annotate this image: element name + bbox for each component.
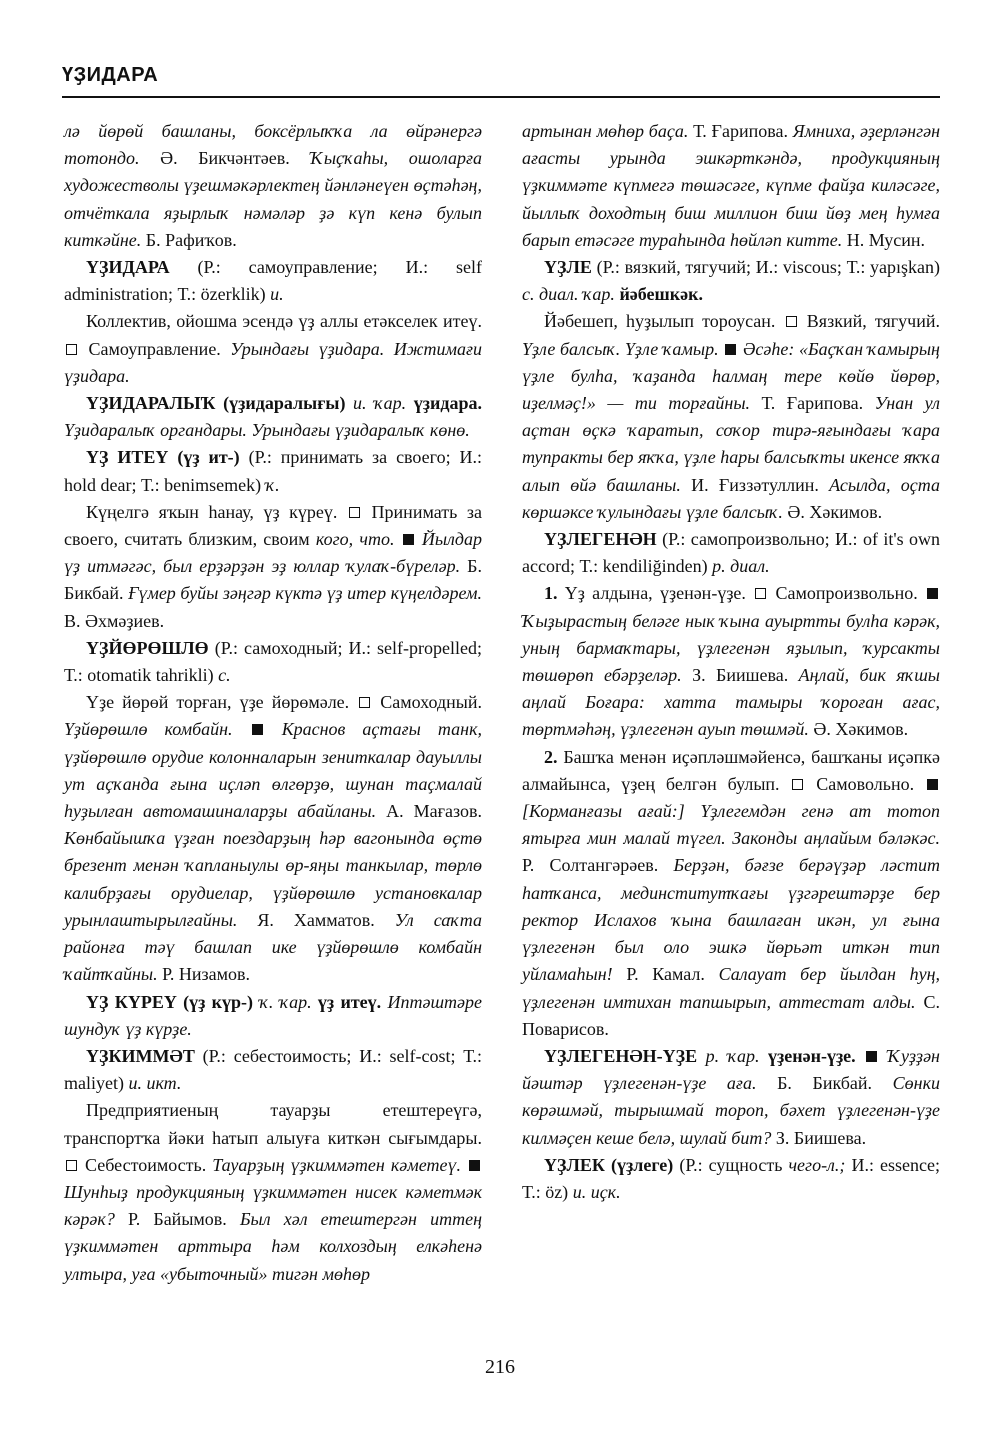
headword-text: ҮҘЛЕ <box>544 257 592 278</box>
italic-text: Йылдар үҙ итмәгәс, был ерҙәрҙән эҙ юллар ҡулаҡ-бүреләр. <box>64 529 483 577</box>
italic-text: Иптәштәре шундуҡ үҙ күрҙе. <box>64 991 483 1039</box>
plain-text: Самопроизвольно. <box>768 583 925 604</box>
plain-text <box>879 1046 887 1066</box>
translation-marker-icon <box>359 697 370 708</box>
entry-definition <box>64 499 482 635</box>
translation-marker-icon <box>792 779 803 790</box>
italic-text: и. икт. <box>128 1073 182 1094</box>
example-marker-icon <box>927 588 938 599</box>
entry-definition <box>64 1097 482 1287</box>
plain-text: Вязкий, тягучий. <box>798 311 941 332</box>
plain-text: З. Биишева. <box>771 1127 867 1148</box>
example-marker-icon <box>469 1160 480 1171</box>
plain-text: Үҙ алдына, үҙенән-үҙе. <box>557 583 754 604</box>
plain-text <box>406 393 414 413</box>
plain-text <box>394 529 400 549</box>
plain-text <box>265 719 282 739</box>
italic-text: и. <box>270 284 284 305</box>
italic-text: Асылда, оҫта көршәксе ҡулындағы үҙле балсыҡ. <box>522 474 940 522</box>
headword-text: 2. <box>544 746 558 767</box>
headword-text: йәбешкәк. <box>619 284 703 305</box>
italic-text: Үҙйөрөшлө комбайн. <box>64 719 233 740</box>
headword-text: ҮҘ КҮРЕҮ (үҙ күр-) <box>86 991 254 1012</box>
italic-text: Ҡыҙырастың беләге нык ҡына ауыртты булһа кәрәк, уның бармаҡтары, үҙлегенән яҙылып, ҡурсакты төшөрөп ебәрҙеләр. <box>522 610 940 686</box>
plain-text: А. Мағазов. <box>376 801 482 822</box>
translation-marker-icon <box>66 344 77 355</box>
italic-text: Краснов аҫтағы танк, үҙйөрөшлө орудие колонналарын зениткалар дауыллы ут аҫҡанда ғына иҫләп өлгөрҙө, шунан таҫмалай һуҙылған автомашиналарҙы абайланы. <box>64 719 482 822</box>
right-column <box>522 118 940 1206</box>
headword-text: ҮҘЛЕГЕНӘН <box>544 529 657 550</box>
italic-text: Әсәһе: «Баҫҡан ҡамырың үҙле булһа, ҡаҙанда һалмаң тере көйө йөрөр, иҙелмәҫ!» — ти торғайны. <box>522 338 940 414</box>
italic-text: Унан ул аҫтан өҫкә ҡаратып, соҡор тирә-яғындағы ҡара тупракты бер яҡҡа, үҙле һары балсыҡты икенсе яҡҡа алып өйә башланы. <box>522 393 940 495</box>
headword-text: ҮҘИДАРА <box>86 257 170 278</box>
plain-text: Себестоимость. <box>79 1154 213 1175</box>
entry-definition <box>522 744 940 1043</box>
translation-marker-icon <box>349 507 360 518</box>
italic-text: Салауат бер йылдан һуң, үҙлегенән имтихан тапшырып, аттестат алды. <box>522 964 941 1012</box>
running-head: ҮҘИДАРА <box>62 64 159 86</box>
translation-marker-icon <box>786 316 797 327</box>
plain-text <box>345 393 353 413</box>
example-marker-icon <box>927 779 938 790</box>
plain-text: Принимать за своего, считать близким, своим <box>64 501 482 550</box>
headword-text: ҮҘЙӨРӨШЛӨ <box>86 637 209 658</box>
plain-text: Я. Хамматов. <box>237 909 395 930</box>
plain-text: (Р.: самопроизвольно; И.: of it's own accord; Т.: kendiliğinden) <box>522 529 940 577</box>
italic-text: Аңлай, бик яҡшы аңлай Боғара: хатта тамыры ҡороған ағас, төртмәһәң, үҙлегенән ауып төшмәй. <box>522 665 940 740</box>
plain-text: З. Биишева. <box>681 665 799 686</box>
plain-text: Самоходный. <box>372 692 482 713</box>
plain-text: (Р.: самоуправление; И.: self administration; Т.: özerklik) <box>64 257 482 305</box>
headword-text: 1. <box>544 583 558 604</box>
entry-definition <box>64 308 482 390</box>
italic-text: лә йөрөй башланы, боксёрлыҡҡа ла өйрәнергә тотондо. <box>64 121 482 169</box>
italic-text: ҡ. <box>265 474 280 495</box>
plain-text: Йәбешеп, һуҙылып тороусан. <box>544 311 784 332</box>
plain-text: Р. Солтангәрәев. <box>522 855 674 876</box>
plain-text: (Р.: вязкий, тягучий; И.: viscous; Т.: yapışkan) <box>591 257 940 278</box>
dictionary-entry-head <box>64 1043 482 1097</box>
continued-text <box>64 118 482 254</box>
plain-text: (Р.: себестоимость; И.: self-cost; Т.: maliyet) <box>64 1045 482 1094</box>
plain-text: Самовольно. <box>805 773 925 794</box>
italic-text: Тауарҙың үҙкиммәтен кәметеү. <box>212 1154 461 1175</box>
italic-text: Ғүмер буйы зәңгәр күктә үҙ итер күңелдәрем. <box>128 583 482 604</box>
translation-marker-icon <box>755 588 766 599</box>
headword-text: ҮҘИДАРАЛЫҠ (үҙидаралығы) <box>86 393 346 414</box>
example-marker-icon <box>403 534 414 545</box>
plain-text: Б. Рафиҡов. <box>141 229 237 250</box>
italic-text: Урындағы үҙидара. Ижтимағи үҙидара. <box>64 338 482 386</box>
plain-text: (Р.: сущность <box>673 1154 789 1175</box>
dictionary-entry-head <box>522 254 940 308</box>
plain-text: Б. Бикбай. <box>64 556 483 604</box>
plain-text: С. Поварисов. <box>522 991 940 1039</box>
italic-text: кого, что. <box>315 529 395 550</box>
plain-text: Т. Ғарипова. <box>750 393 875 414</box>
dictionary-entry-head <box>522 1043 940 1152</box>
dictionary-entry-head <box>522 526 940 580</box>
dictionary-entry-head <box>64 444 482 498</box>
plain-text <box>697 1046 705 1066</box>
italic-text: Ҡыҫҡаһы, ошоларға художестволы үҙешмәкәрлектең йәнләнеүен өҫтәһәң, отчёткала яҙырлыҡ нәмәләр ҙә күп кенә булып киткәйне. <box>64 148 482 250</box>
italic-text: чего-л.; <box>788 1154 846 1175</box>
italic-text: с. <box>218 665 231 686</box>
plain-text: И.: essence; Т.: öz) <box>522 1154 940 1202</box>
headword-text: үҙенән-үҙе. <box>768 1045 856 1066</box>
headword-text: ҮҘЛЕК (үҙлеге) <box>544 1154 674 1175</box>
plain-text: Р. Байымов. <box>114 1209 240 1230</box>
plain-text: Р. Низамов. <box>157 964 250 985</box>
plain-text <box>233 719 250 739</box>
dictionary-entry-head <box>64 989 482 1043</box>
dictionary-entry-head <box>64 254 482 308</box>
plain-text: Н. Мусин. <box>842 229 926 250</box>
italic-text: Берҙән, бәғзе берәүҙәр ләстит һатҡанса, мединститутҡағы үҙгәрештәрҙе бер ректор Ислахов ҡына башлаған икән, ул ғына үҙлегенән был оло эшкә йөрьәт иткән тип уйламаһын! <box>522 855 940 985</box>
plain-text: (Р.: самоходный; И.: self-propelled; Т.: otomatik tahrikli) <box>64 637 482 686</box>
entry-definition <box>64 689 482 988</box>
plain-text: Самоуправление. <box>79 338 231 359</box>
headword-text: үҙ итеү. <box>317 991 382 1012</box>
italic-text: Ямниха, әҙерләнгән ағасты урында эшкәрткәндә, продукцияның үҙкиммәте күпмегә төшәсәге, күпме файҙа киләсәге, йыллыҡ доходтың биш миллион биш йөҙ мең һумға барып етәсәге тураһында һөйләп китте. <box>522 121 941 250</box>
italic-text: р. ҡар. <box>705 1045 760 1066</box>
headword-text: ҮҘ ИТЕҮ (үҙ ит-) <box>86 447 240 468</box>
headword-text: ҮҘЛЕГЕНӘН-ҮҘЕ <box>544 1045 698 1066</box>
plain-text: Үҙе йөрөй торған, үҙе йөрөмәле. <box>86 692 358 713</box>
example-marker-icon <box>866 1051 877 1062</box>
italic-text: Үҙле балсыҡ. Үҙле ҡамыр. <box>522 338 719 359</box>
dictionary-entry-head <box>64 635 482 689</box>
example-marker-icon <box>725 344 736 355</box>
italic-text: Ул саҡта районға тәү башлап ике үҙйөрөшлө комбайн ҡайтҡайны. <box>64 909 482 985</box>
translation-marker-icon <box>66 1160 77 1171</box>
italic-text: ҡ. ҡар. <box>259 991 312 1012</box>
entry-definition <box>522 308 940 526</box>
italic-text: и. ҡар. <box>353 393 407 414</box>
plain-text <box>719 339 724 359</box>
plain-text: Коллектив, ойошма эсендә үҙ аллы етәкселек итеү. <box>86 311 482 332</box>
plain-text: Ә. Хәкимов. <box>782 501 883 522</box>
plain-text: Ә. Бикчәнтәев. <box>139 148 311 169</box>
plain-text: В. Әхмәҙиев. <box>64 610 165 631</box>
italic-text: [Корманғазы ағай:] Үҙлегемдән генә ат тотоп ятырға мин малай түгел. Законды аңлайым бәләкәс. <box>522 801 940 849</box>
italic-text: и. иҫк. <box>572 1181 621 1202</box>
headword-text: үҙидара. <box>413 393 482 414</box>
header-rule <box>62 96 940 98</box>
example-marker-icon <box>252 724 263 735</box>
italic-text: с. диал. ҡар. <box>522 284 615 305</box>
italic-text: Көнбайышҡа үҙған поездарҙың һәр вагонында өҫтө брезент менән ҡапланыулы өр-яңы танкылар, төрлө калибрҙағы орудиелар, үҙйөрөшлө установкалар урынлаштырылғайны. <box>64 828 482 930</box>
plain-text: И. Ғиззәтуллин. <box>680 474 830 495</box>
italic-text: р. диал. <box>712 556 770 577</box>
dictionary-entry-head <box>64 390 482 444</box>
plain-text: (Р.: принимать за своего; И.: hold dear; Т.: benimsemek) <box>64 447 482 495</box>
plain-text: Күңелгә яҡын һанау, үҙ күреү. <box>86 501 347 522</box>
plain-text: Т. Ғарипова. <box>688 121 793 141</box>
italic-text: Сөнки көрәшмәй, тырышмай тороп, бәхет үҙлегенән-үҙе килмәҫен кеше белә, шулай бит? <box>522 1073 941 1148</box>
plain-text: Р. Камал. <box>612 964 719 985</box>
dictionary-entry-head <box>522 1152 940 1206</box>
page-number: 216 <box>485 1356 515 1378</box>
plain-text: Башҡа менән иҫәпләшмәйенсә, башҡаны иҫәпкә алмайынса, үҙең белгән булып. <box>522 746 940 794</box>
plain-text <box>461 1155 467 1175</box>
entry-definition <box>522 580 940 743</box>
plain-text: Ә. Хәкимов. <box>808 719 909 740</box>
plain-text: Б. Бикбай. <box>756 1073 893 1094</box>
italic-text: Ҡуҙҙән йәштәр үҙлегенән-үҙе аға. <box>522 1045 940 1094</box>
italic-text: Шунһыҙ продукцияның үҙкиммәтен нисек кәметмәк кәрәк? <box>64 1181 482 1230</box>
italic-text: Был хәл етештергән иттең үҙкиммәтен арттыра һәм колхоздың елкәһенә ултыра, уға «убыточный» тигән мөһөр <box>64 1209 482 1284</box>
left-column <box>64 118 482 1288</box>
plain-text <box>760 1046 768 1066</box>
italic-text: артынан мөһөр баҫа. <box>522 121 689 141</box>
plain-text <box>856 1046 864 1066</box>
continued-text <box>522 118 940 254</box>
italic-text: Үҙидаралыҡ органдары. Урындағы үҙидаралыҡ көнө. <box>64 420 470 441</box>
plain-text: Предприятиеның тауарҙы етештереүгә, транспортҡа йәки һатып алыуға киткән сығымдары. <box>64 1100 482 1148</box>
headword-text: ҮҘКИММӘТ <box>86 1045 195 1066</box>
